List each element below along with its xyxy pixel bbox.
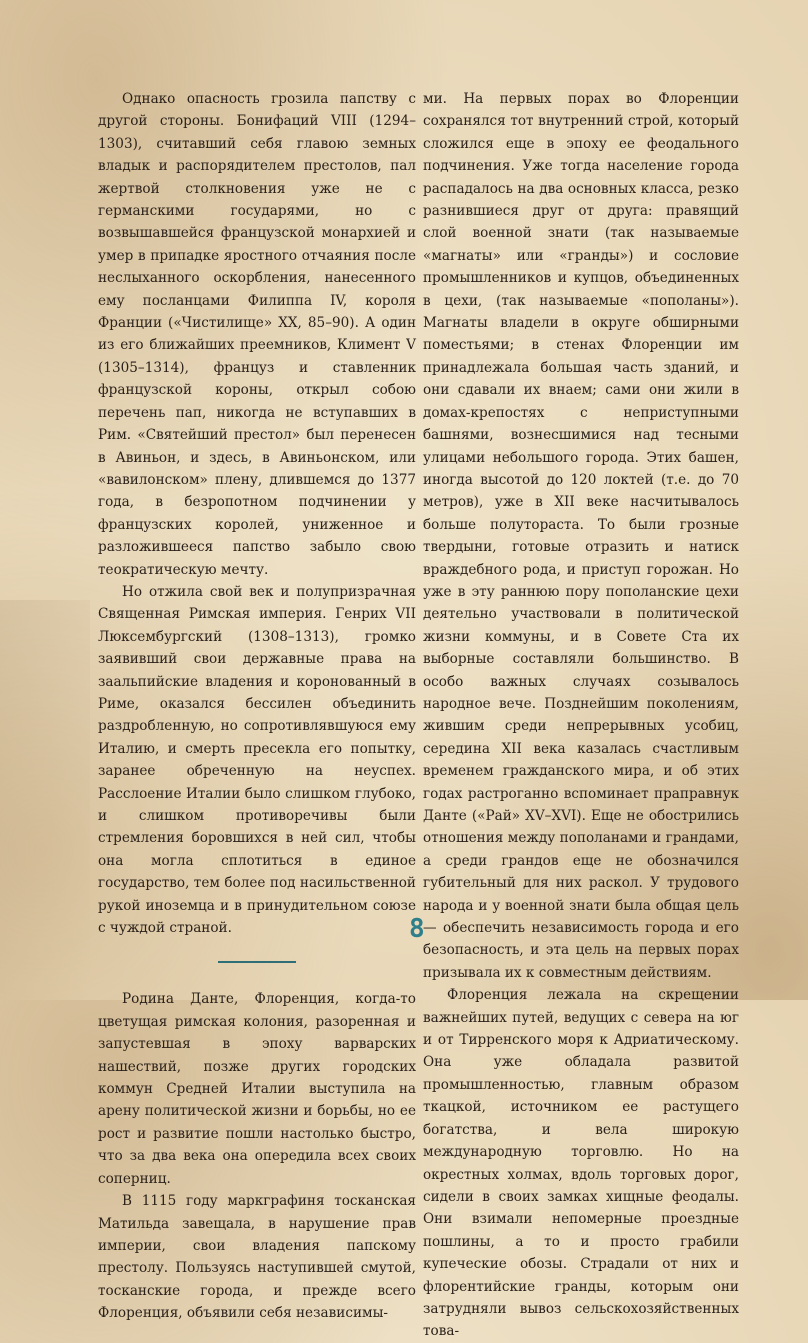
paragraph: В 1115 году маркграфиня тосканская Матильда завещала, в нарушение прав империи, свои владения папскому престолу. Пользуясь наступившей смутой, тосканские города, и прежде всего Флоренция, объявили себя независимы- bbox=[98, 1193, 416, 1322]
paragraph-continued: ми. На первых порах во Флоренции сохранялся тот внутренний строй, который сложился еще в эпоху ее феодального подчинения. Уже тогда население города распадалось на два основных класса, резко разнившиеся друг от друга: правящий слой военной знати (так называемые «магнаты» или «гранды») и сословие промышленников и купцов, объединенных в цехи, (так называемые «пополаны»). Магнаты владели в округе обширными поместьями; в стенах Флоренции им принадлежала большая часть зданий, и они сдавали их внаем; сами они жили в домах-крепостях с неприступными башнями, вознесшимися над тесными улицами небольшого города. Этих башен, иногда высотой до 120 локтей (т.е. до 70 метров), уже в XII веке насчитывалось больше полутораста. То были грозные твердыни, готовые отразить и натиск враждебного рода, и приступ горожан. Но уже в эту раннюю пору пополанские цехи деятельно участвовали в политической жизни коммуны, и в Совете Ста их выборные составляли большинство. В особо важных случаях созывалось народное вече. Позднейшим поколениям, жившим среди непрерывных усобиц, середина XII века казалась счастливым временем гражданского мира, и об этих годах растроганно вспоминает праправнук Данте («Рай» XV–XVI). Еще не обострились отношения между пополанами и грандами, а среди грандов еще не обозначился губительный для них раскол. У трудового народа и у военной знати была общая цель — обеспечить независимость города и его безопасность, и эта цель на первых порах призывала их к совместным действиям. bbox=[423, 91, 739, 981]
right-column bbox=[423, 88, 739, 1343]
left-column bbox=[98, 88, 416, 1325]
page-number: 8 bbox=[409, 914, 424, 944]
paper-crease bbox=[0, 600, 90, 1000]
section-divider bbox=[218, 961, 296, 963]
paragraph: Однако опасность грозила папству с другой стороны. Бонифаций VIII (1294–1303), считавший себя главою земных владык и распорядителем престолов, пал жертвой столкновения уже не с германскими государями, но с возвышавшейся французской монархией и умер в припадке яростного отчаяния после неслыханного оскорбления, нанесенного ему посланцами Филиппа IV, короля Франции («Чистилище» XX, 85–90). А один из его ближайших преемников, Климент V (1305–1314), француз и ставленник французской короны, открыл собою перечень пап, никогда не вступавших в Рим. «Святейший престол» был перенесен в Авиньон, и здесь, в Авиньонском, или «вавилонском» плену, длившемся до 1377 года, в безропотном подчинении у французских королей, униженное и разложившееся папство забыло свою теократическую мечту. bbox=[98, 91, 416, 578]
paragraph: Флоренция лежала на скрещении важнейших путей, ведущих с севера на юг и от Тирренского моря к Адриатическому. Она уже обладала развитой промышленностью, главным образом ткацкой, источником ее растущего богатства, и вела широкую международную торговлю. Но на окрестных холмах, вдоль торговых дорог, сидели в своих замках хищные феодалы. Они взимали непомерные проездные пошлины, а то и просто грабили купеческие обозы. Страдали от них и флорентийские гранды, которым они затрудняли вывоз сельскохозяйственных това- bbox=[423, 987, 739, 1340]
paragraph: Но отжила свой век и полупризрачная Священная Римская империя. Генрих VII Люксембургский (1308–1313), громко заявивший свои державные права на заальпийские владения и коронованный в Риме, оказался бессилен объединить раздробленную, но сопротивлявшуюся ему Италию, и смерть пресекла его попытку, заранее обреченную на неуспех. Расслоение Италии было слишком глубоко, и слишком противоречивы были стремления боровшихся в ней сил, чтобы она могла сплотиться в единое государство, тем более под насильственной рукой иноземца и в принудительном союзе с чуждой страной. bbox=[98, 583, 416, 937]
paragraph: Родина Данте, Флоренция, когда-то цветущая римская колония, разоренная и запустевшая в эпоху варварских нашествий, позже других городских коммун Средней Италии выступила на арену политической жизни и борьбы, но ее рост и развитие пошли настолько быстро, что за два века она опередила всех своих соперниц. bbox=[98, 991, 416, 1187]
